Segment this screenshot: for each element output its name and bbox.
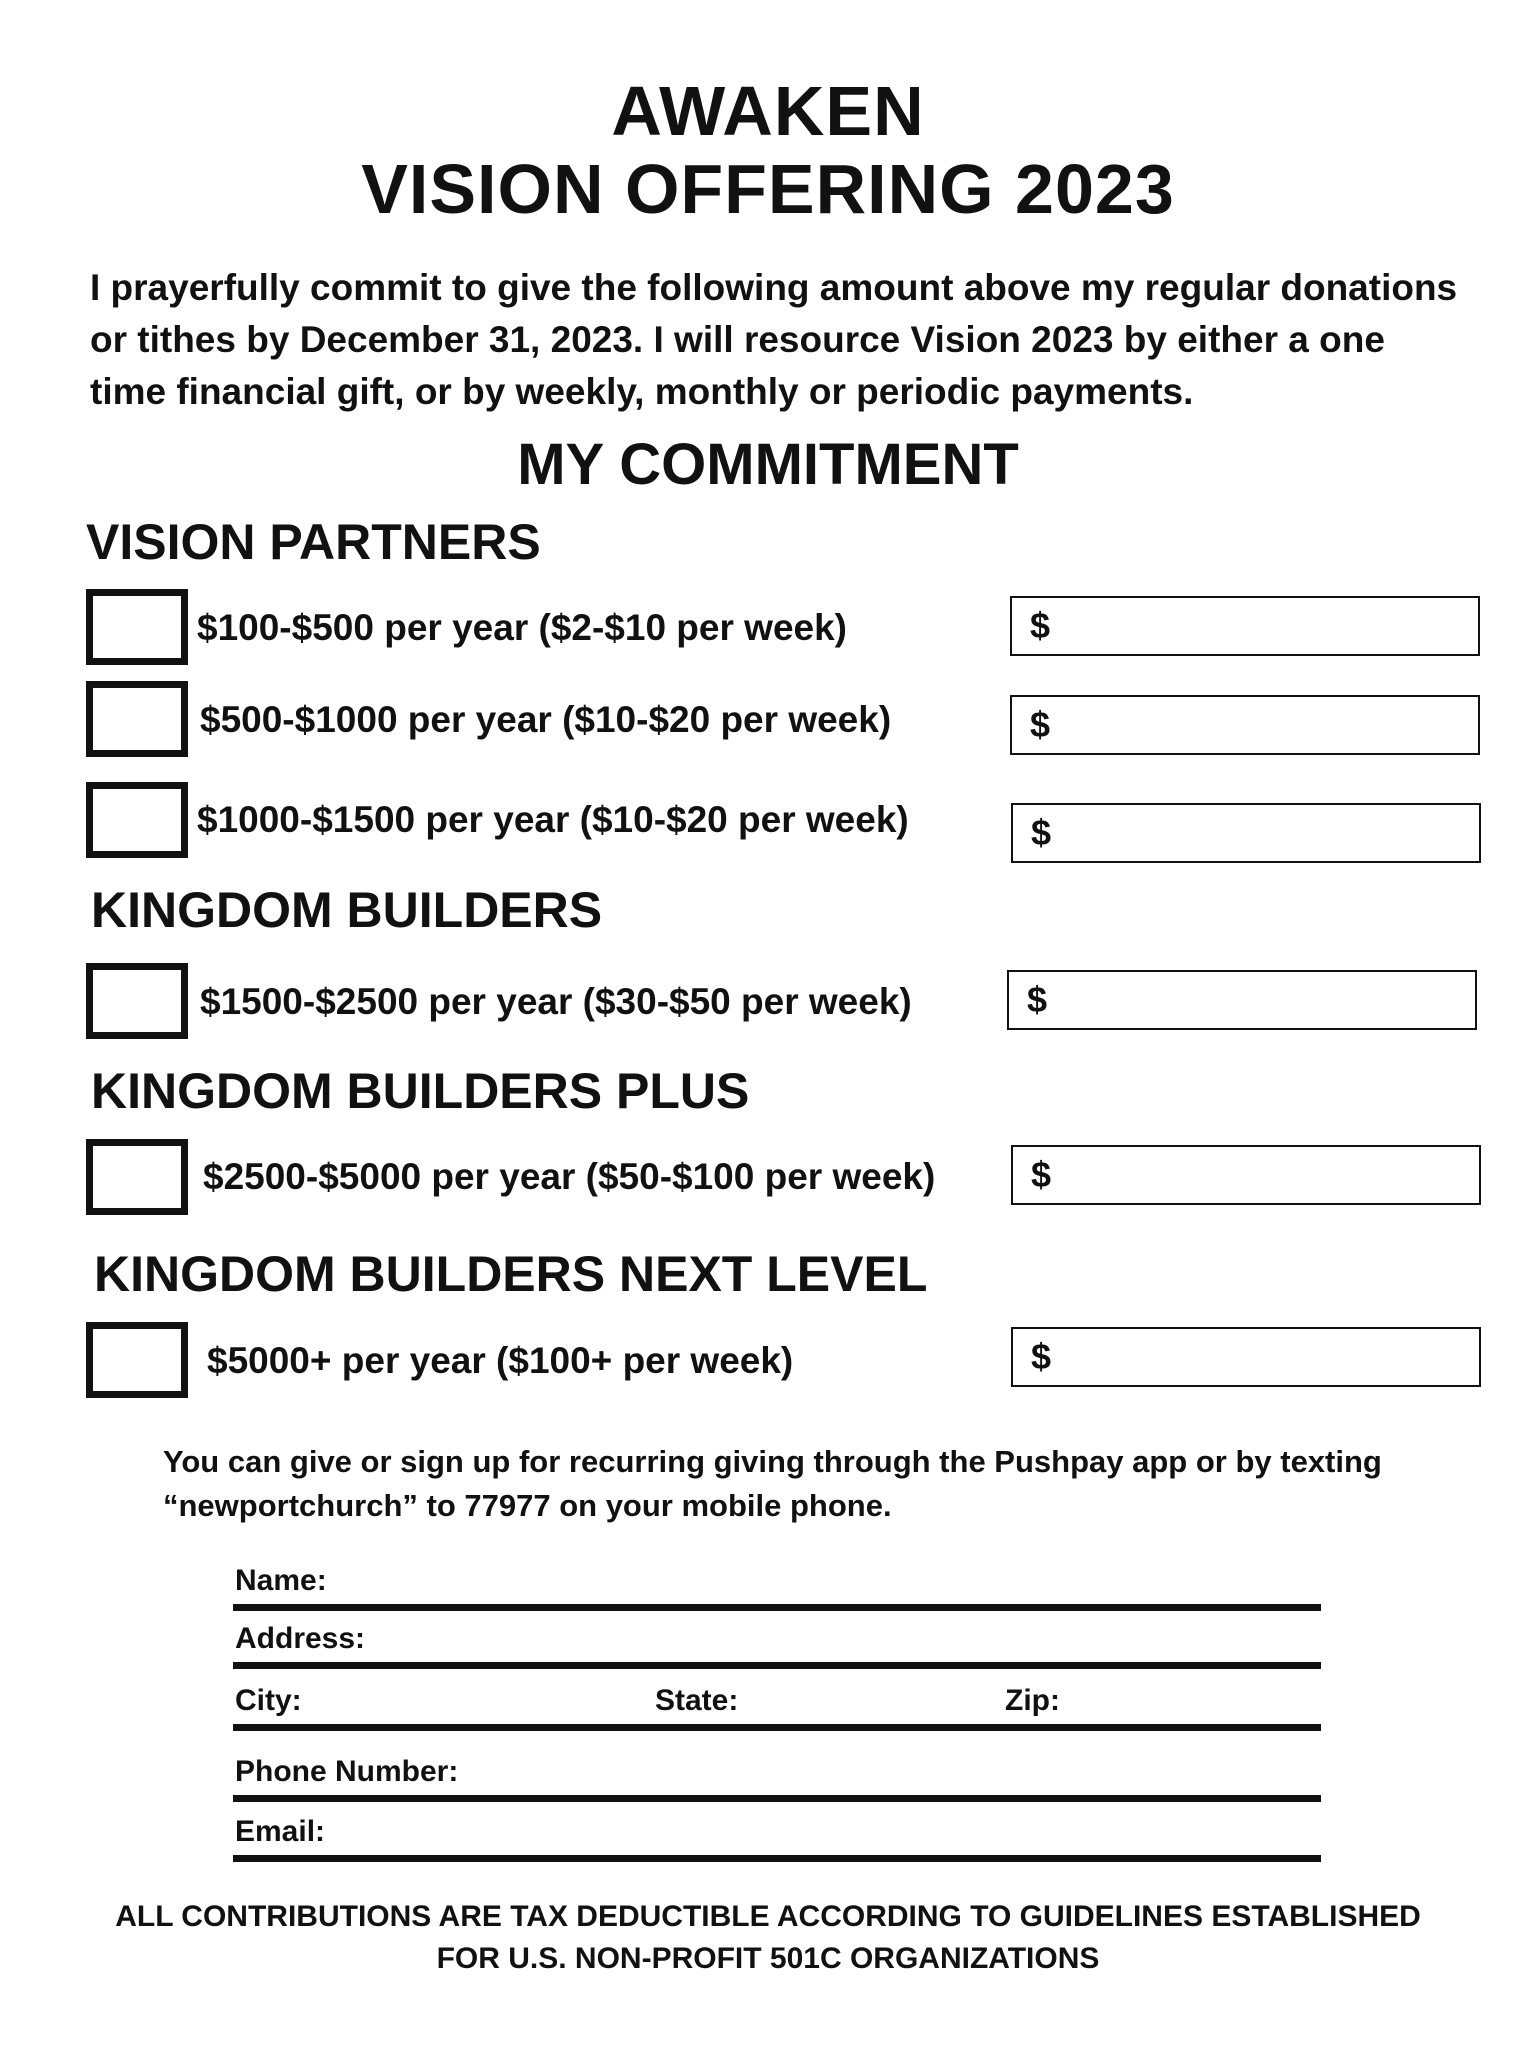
footer-line-1: ALL CONTRIBUTIONS ARE TAX DEDUCTIBLE ACCORDING TO GUIDELINES ESTABLISHED bbox=[115, 1900, 1421, 1933]
city-state-zip-underline bbox=[233, 1724, 1321, 1731]
dollar-sign: $ bbox=[1030, 704, 1051, 745]
option-label: $100-$500 per year ($2-$10 per week) bbox=[197, 607, 847, 648]
email-field[interactable] bbox=[233, 1810, 1321, 1862]
email-underline bbox=[233, 1855, 1321, 1862]
amount-field[interactable] bbox=[1010, 695, 1480, 755]
option-label: $1500-$2500 per year ($30-$50 per week) bbox=[200, 981, 912, 1022]
footer-line-2: FOR U.S. NON-PROFIT 501C ORGANIZATIONS bbox=[436, 1942, 1100, 1975]
dollar-sign: $ bbox=[1027, 979, 1048, 1020]
name-field[interactable] bbox=[233, 1559, 1321, 1611]
name-label: Name: bbox=[235, 1564, 327, 1597]
dollar-sign: $ bbox=[1030, 605, 1051, 646]
checkbox-vision-partners-1[interactable] bbox=[86, 589, 188, 665]
amount-field[interactable] bbox=[1011, 1327, 1481, 1387]
amount-field[interactable] bbox=[1011, 1145, 1481, 1205]
section-title-vision-partners: VISION PARTNERS bbox=[86, 514, 541, 570]
email-label: Email: bbox=[235, 1815, 326, 1848]
city-state-zip-field[interactable] bbox=[233, 1679, 1321, 1731]
title-line-2: VISION OFFERING 2023 bbox=[361, 150, 1175, 228]
checkbox-kingdom-builders-next-level-1[interactable] bbox=[86, 1322, 188, 1398]
amount-field[interactable] bbox=[1007, 970, 1477, 1030]
section-title-kingdom-builders: KINGDOM BUILDERS bbox=[91, 882, 603, 938]
address-field[interactable] bbox=[233, 1617, 1321, 1669]
checkbox-kingdom-builders-1[interactable] bbox=[86, 963, 188, 1039]
state-label: State: bbox=[655, 1684, 739, 1717]
amount-field[interactable] bbox=[1011, 803, 1481, 863]
address-underline bbox=[233, 1662, 1321, 1669]
name-underline bbox=[233, 1604, 1321, 1611]
section-title-kingdom-builders-next-level: KINGDOM BUILDERS NEXT LEVEL bbox=[94, 1246, 928, 1302]
dollar-sign: $ bbox=[1031, 1336, 1052, 1377]
city-label: City: bbox=[235, 1684, 302, 1717]
option-label: $1000-$1500 per year ($10-$20 per week) bbox=[197, 799, 909, 840]
checkbox-kingdom-builders-plus-1[interactable] bbox=[86, 1139, 188, 1215]
title-line-1: AWAKEN bbox=[611, 72, 925, 150]
phone-field[interactable] bbox=[233, 1750, 1321, 1802]
phone-underline bbox=[233, 1795, 1321, 1802]
tax-deductible-footer bbox=[0, 1896, 1536, 1980]
amount-field[interactable] bbox=[1010, 596, 1480, 656]
phone-label: Phone Number: bbox=[235, 1755, 459, 1788]
checkbox-vision-partners-2[interactable] bbox=[86, 681, 188, 757]
dollar-sign: $ bbox=[1031, 1154, 1052, 1195]
option-label: $5000+ per year ($100+ per week) bbox=[207, 1340, 794, 1381]
section-title-kingdom-builders-plus: KINGDOM BUILDERS PLUS bbox=[91, 1063, 750, 1119]
pushpay-note: You can give or sign up for recurring giving through the Pushpay app or by texting “newportchurch” to 77977 on your mobile phone. bbox=[163, 1444, 1382, 1523]
zip-label: Zip: bbox=[1005, 1684, 1060, 1717]
intro-paragraph: I prayerfully commit to give the following amount above my regular donations or tithes by December 31, 2023. I will resource Vision 2023 by either a one time financial gift, or by weekly, monthly or periodic payments. bbox=[90, 267, 1458, 412]
checkbox-vision-partners-3[interactable] bbox=[86, 782, 188, 858]
dollar-sign: $ bbox=[1031, 812, 1052, 853]
option-label: $500-$1000 per year ($10-$20 per week) bbox=[200, 699, 892, 740]
commitment-heading: MY COMMITMENT bbox=[517, 432, 1019, 497]
option-label: $2500-$5000 per year ($50-$100 per week) bbox=[203, 1156, 936, 1197]
address-label: Address: bbox=[235, 1622, 366, 1655]
